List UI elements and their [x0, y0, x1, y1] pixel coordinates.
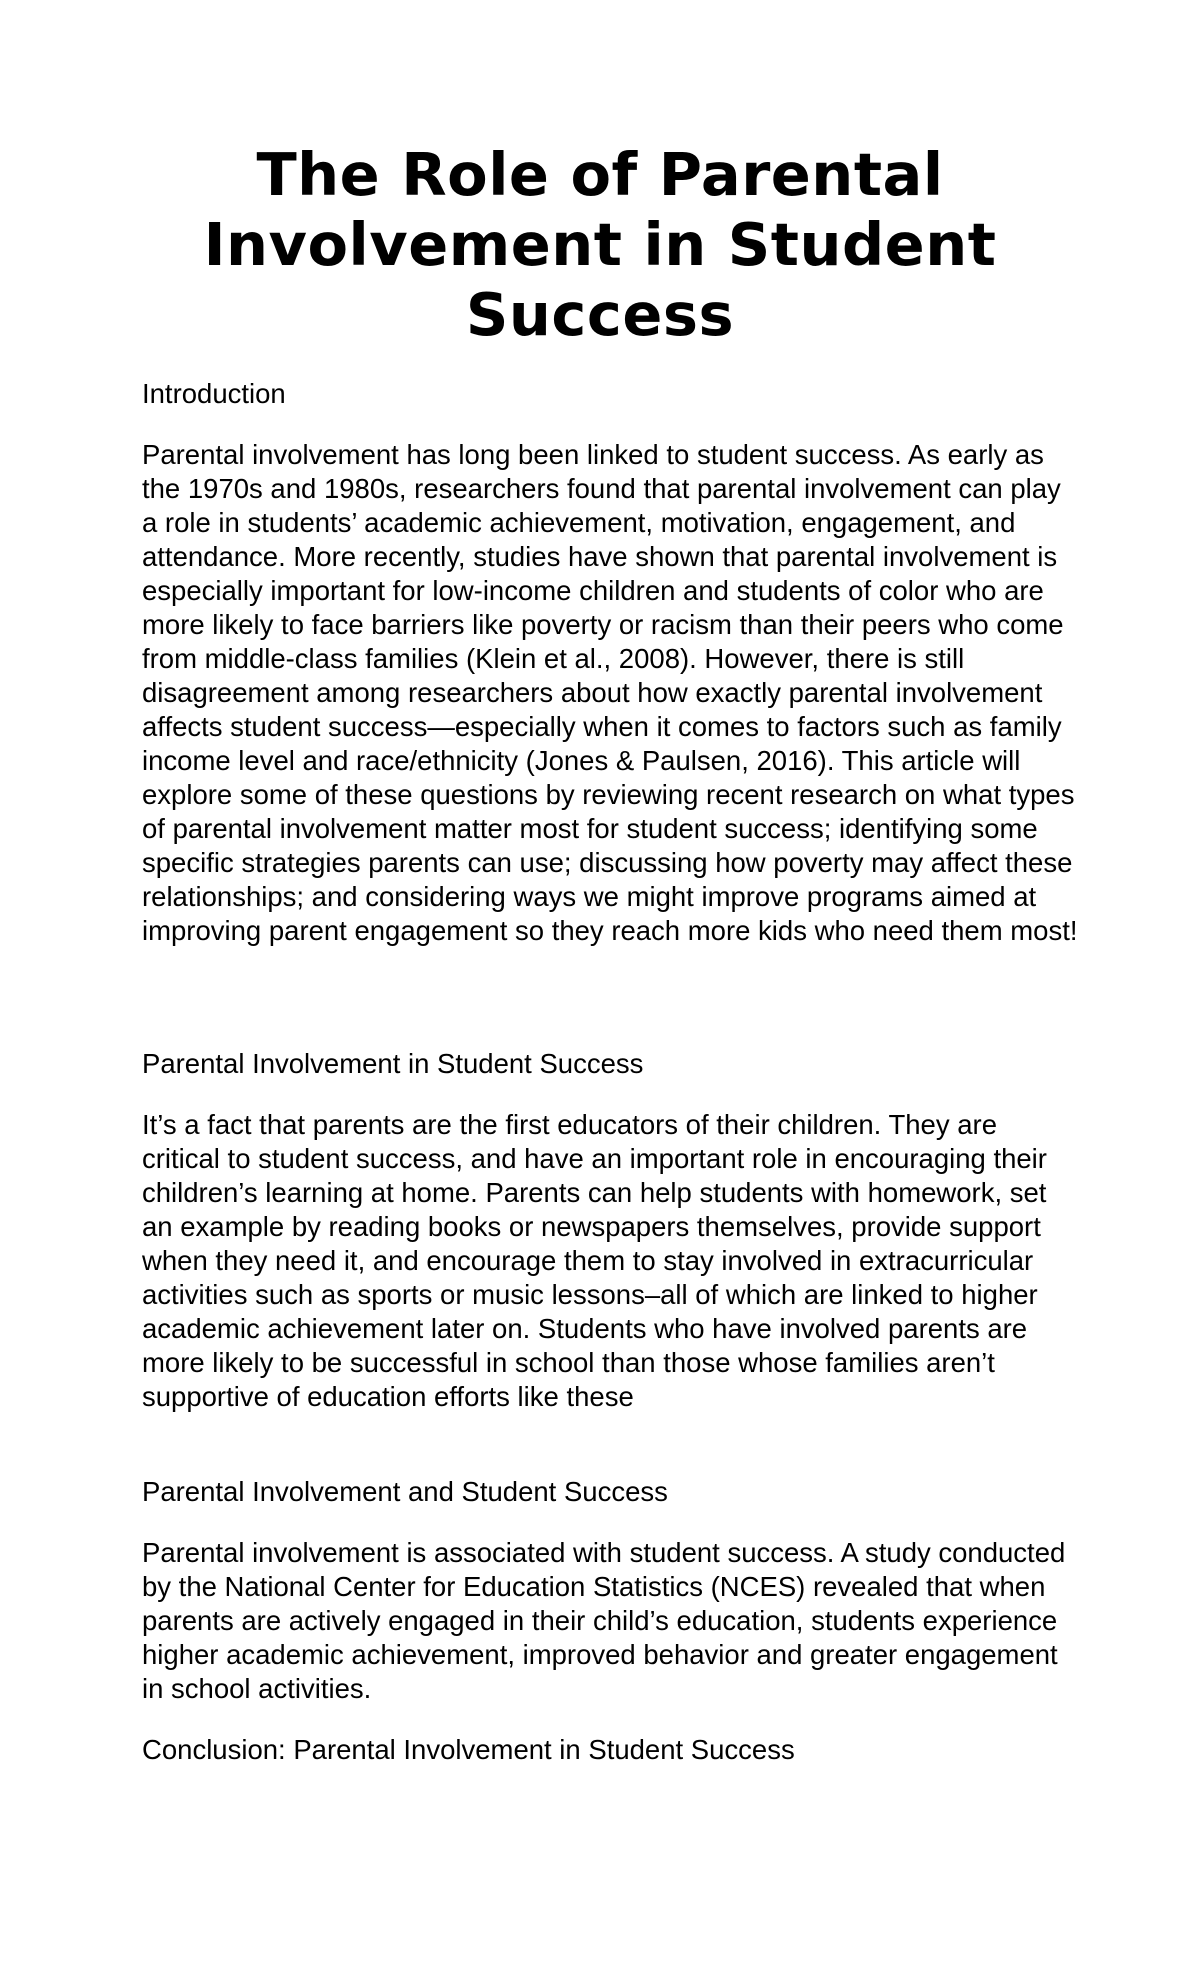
paragraph-success: Parental involvement is associated with student success. A study conducted by the National Center for Education Statistics (NCES) revealed that when parents are actively engaged in their child’s education, students experience higher academic achievement, improved behavior and greater engagement in school activities.: [142, 1537, 1066, 1704]
section-heading-success: Parental Involvement and Student Success: [142, 1476, 668, 1507]
section-heading-involvement: Parental Involvement in Student Success: [142, 1048, 644, 1079]
section-heading-introduction: Introduction: [142, 378, 286, 409]
section-heading-conclusion: Conclusion: Parental Involvement in Student Success: [142, 1734, 795, 1765]
paragraph-involvement: It’s a fact that parents are the first educators of their children. They are critical to student success, and have an important role in encouraging their children’s learning at home. Parents can help students with homework, set an example by reading books or newspapers themselves, provide support when they need it, and encourage them to stay involved in extracurricular activities such as sports or music lessons–all of which are linked to higher academic achievement later on. Students who have involved parents are more likely to be successful in school than those whose families aren’t supportive of education efforts like these: [142, 1109, 1047, 1412]
paragraph-introduction: Parental involvement has long been linked to student success. As early as the 1970s and 1980s, researchers found that parental involvement can play a role in students’ academic achievement, motivation, engagement, and attendance. More recently, studies have shown that parental involvement is especially important for low-income children and students of color who are more likely to face barriers like poverty or racism than their peers who come from middle-class families (Klein et al., 2008). However, there is still disagreement among researchers about how exactly parental involvement affects student success—especially when it comes to factors such as family income level and race/ethnicity (Jones & Paulsen, 2016). This article will explore some of these questions by reviewing recent research on what types of parental involvement matter most for student success; identifying some specific strategies parents can use; discussing how poverty may affect these relationships; and considering ways we might improve programs aimed at improving parent engagement so they reach more kids who need them most!: [142, 439, 1078, 946]
document-title: The Role of Parental Involvement in Student Success: [203, 140, 997, 349]
